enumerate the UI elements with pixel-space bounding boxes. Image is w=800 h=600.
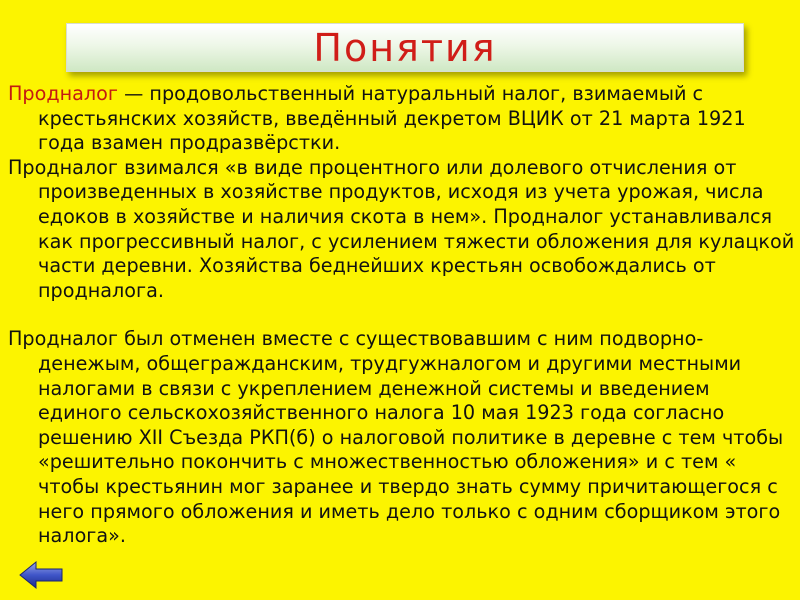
arrow-left-icon[interactable] — [18, 560, 64, 590]
slide-content — [8, 82, 798, 549]
paragraph-spacer — [8, 303, 798, 327]
paragraph-collection: Продналог взимался «в виде процентного или долевого отчисления от произведенных в хозяйстве продуктов, исходя из учета урожая, числа едоков в хозяйстве и наличия скота в нем». Продналог устанавливался как прогрессивный налог, с усилением тяжести обложения для кулацкой части деревни. Хозяйства беднейших крестьян освобождались от продналога. — [8, 155, 795, 302]
title-banner — [66, 23, 744, 72]
page-title: Понятия — [313, 25, 497, 70]
paragraph-abolition: Продналог был отменен вместе с существовавшим с ним подворно-денежым, общегражданским, трудгужналогом и другими местными налогами в связи с укреплением денежной системы и введением единого сельскохозяйственного налога 10 мая 1923 года согласно решению XII Съезда РКП(б) о налоговой политике в деревне с тем чтобы «решительно покончить с множественностью обложения» и с тем « чтобы крестьянин мог заранее и твердо знать сумму причитающегося с него прямого обложения и иметь дело только с одним сборщиком этого налога». — [8, 327, 784, 548]
definition-text: — продовольственный натуральный налог, взимаемый с крестьянских хозяйств, введённый декретом ВЦИК от 21 марта 1921 года взамен продразвёрстки. — [38, 82, 746, 155]
term-highlight: Продналог — [8, 82, 119, 105]
paragraph-definition — [8, 82, 798, 156]
